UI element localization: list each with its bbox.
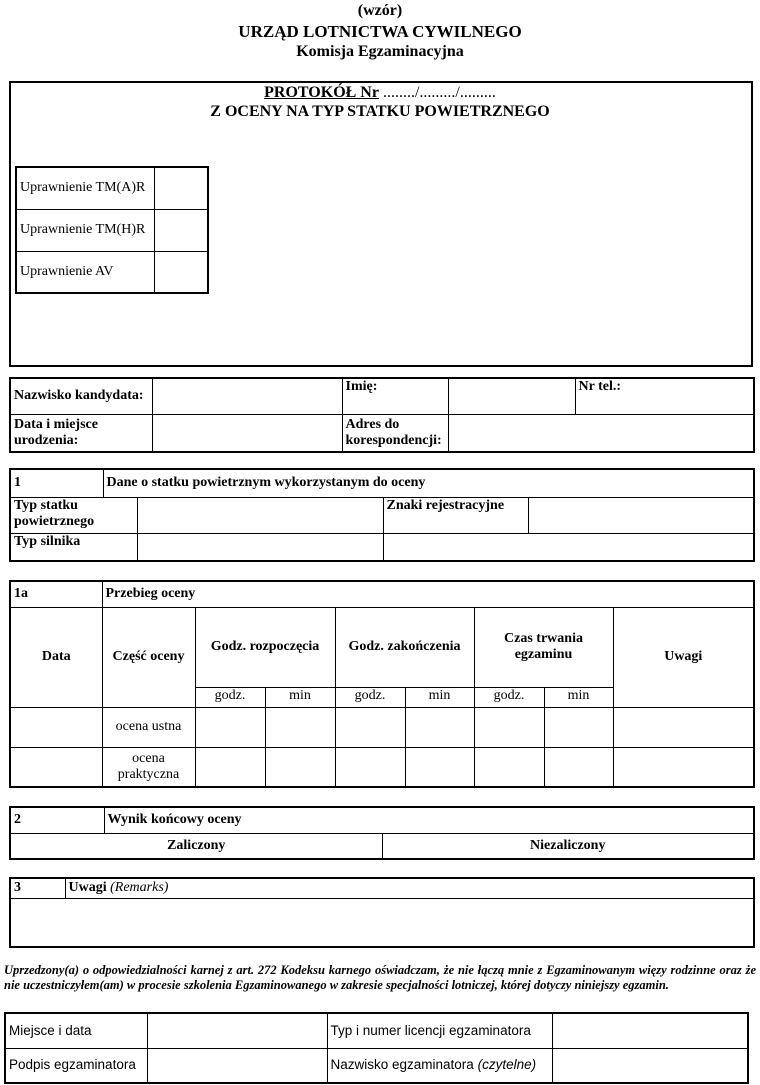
section-number: 1a: [10, 581, 102, 607]
col-start-header: Godz. rozpoczęcia: [195, 607, 335, 687]
birth-field[interactable]: [152, 414, 342, 452]
declaration-text: Uprzedzony(a) o odpowiedzialności karnej z art. 272 Kodeksu karnego oświadczam, że nie łączą mnie z Egzaminowanym więzy rodzinne oraz że nie uczestniczyłem(am) w procesie szkolenia Egzaminowanego w zakresie specjalności lotniczej, której dotyczy niniejszy egzamin.: [4, 963, 756, 992]
commission-title: Komisja Egzaminacyjna: [296, 43, 464, 60]
address-label: Adres do korespondencji:: [342, 414, 448, 452]
signature-field[interactable]: [147, 1048, 327, 1083]
section-title: Dane o statku powietrznym wykorzystanym do oceny: [103, 469, 754, 497]
surname-field[interactable]: [152, 378, 342, 414]
protocol-label: PROTOKÓŁ Nr: [264, 84, 379, 101]
registration-field[interactable]: [528, 497, 754, 533]
protocol-subtitle: Z OCENY NA TYP STATKU POWIETRZNEGO: [210, 103, 550, 120]
examiner-name-hint: (czytelne): [477, 1057, 537, 1073]
birth-label: Data i miejsce urodzenia:: [10, 414, 152, 452]
remarks-title-en: (Remarks): [110, 880, 169, 896]
date-field[interactable]: [10, 707, 102, 747]
sub-min-header: min: [265, 687, 335, 707]
start-hours-field[interactable]: [195, 747, 265, 787]
col-remarks-header: Uwagi: [613, 607, 754, 707]
start-min-field[interactable]: [265, 707, 335, 747]
duration-min-field[interactable]: [544, 707, 613, 747]
col-end-header: Godz. zakończenia: [335, 607, 474, 687]
license-label: Typ i numer licencji egzaminatora: [327, 1013, 552, 1048]
duration-hours-field[interactable]: [474, 707, 544, 747]
name-field[interactable]: [448, 378, 575, 414]
start-min-field[interactable]: [265, 747, 335, 787]
pass-option[interactable]: Zaliczony: [10, 833, 382, 859]
qualification-label: Uprawnienie TM(A)R: [16, 167, 154, 209]
aircraft-type-label: Typ statku powietrznego: [10, 497, 137, 533]
name-label: Imię:: [342, 378, 448, 414]
end-hours-field[interactable]: [335, 707, 405, 747]
examiner-name-text: Nazwisko egzaminatora: [330, 1057, 474, 1073]
sub-min-header: min: [544, 687, 613, 707]
qualification-checkbox[interactable]: [154, 167, 208, 209]
col-duration-header: Czas trwania egzaminu: [474, 607, 613, 687]
section-title: Wynik końcowy oceny: [104, 807, 754, 833]
sub-hours-header: godz.: [335, 687, 405, 707]
start-hours-field[interactable]: [195, 707, 265, 747]
surname-label: Nazwisko kandydata:: [10, 378, 152, 414]
section-number: 2: [10, 807, 104, 833]
remarks-field[interactable]: [613, 707, 754, 747]
remarks-field[interactable]: [613, 747, 754, 787]
engine-type-field[interactable]: [137, 533, 383, 561]
remarks-field[interactable]: [10, 898, 754, 947]
aircraft-table: [9, 468, 755, 562]
phone-label: Nr tel.:: [575, 378, 754, 414]
sub-min-header: min: [405, 687, 474, 707]
final-result-table: [9, 806, 755, 860]
section-number: 1: [10, 469, 103, 497]
signature-label: Podpis egzaminatora: [5, 1048, 147, 1083]
end-min-field[interactable]: [405, 747, 474, 787]
section-number: 3: [10, 878, 65, 898]
sub-hours-header: godz.: [474, 687, 544, 707]
qualification-label: Uprawnienie TM(H)R: [16, 209, 154, 251]
remarks-table: [9, 877, 755, 948]
candidate-table: [9, 377, 755, 453]
fail-option[interactable]: Niezaliczony: [382, 833, 754, 859]
examiner-name-label: [327, 1048, 552, 1083]
col-part-header: Część oceny: [102, 607, 195, 707]
qualifications-table: [15, 166, 209, 294]
sub-hours-header: godz.: [195, 687, 265, 707]
protocol-title: [0, 84, 760, 102]
place-date-field[interactable]: [147, 1013, 327, 1048]
qualification-checkbox[interactable]: [154, 209, 208, 251]
exam-progress-table: [9, 580, 755, 788]
end-hours-field[interactable]: [335, 747, 405, 787]
section-title: [65, 878, 754, 898]
section-title: Przebieg oceny: [102, 581, 754, 607]
engine-type-label: Typ silnika: [10, 533, 137, 561]
signature-table: [4, 1012, 749, 1084]
col-date-header: Data: [10, 607, 102, 707]
duration-hours-field[interactable]: [474, 747, 544, 787]
remarks-title: Uwagi: [68, 880, 107, 896]
place-date-label: Miejsce i data: [5, 1013, 147, 1048]
examiner-name-field[interactable]: [552, 1048, 748, 1083]
office-title: URZĄD LOTNICTWA CYWILNEGO: [238, 22, 522, 41]
duration-min-field[interactable]: [544, 747, 613, 787]
engine-type-extra-field[interactable]: [383, 533, 754, 561]
license-field[interactable]: [552, 1013, 748, 1048]
registration-label: Znaki rejestracyjne: [383, 497, 528, 533]
form-template-label: (wzór): [357, 2, 403, 19]
practical-exam-label: ocena praktyczna: [102, 747, 195, 787]
qualification-checkbox[interactable]: [154, 251, 208, 293]
date-field[interactable]: [10, 747, 102, 787]
aircraft-type-field[interactable]: [137, 497, 383, 533]
qualification-label: Uprawnienie AV: [16, 251, 154, 293]
oral-exam-label: ocena ustna: [102, 707, 195, 747]
address-field[interactable]: [448, 414, 754, 452]
protocol-number-blank[interactable]: ......../........./.........: [378, 84, 496, 101]
end-min-field[interactable]: [405, 707, 474, 747]
